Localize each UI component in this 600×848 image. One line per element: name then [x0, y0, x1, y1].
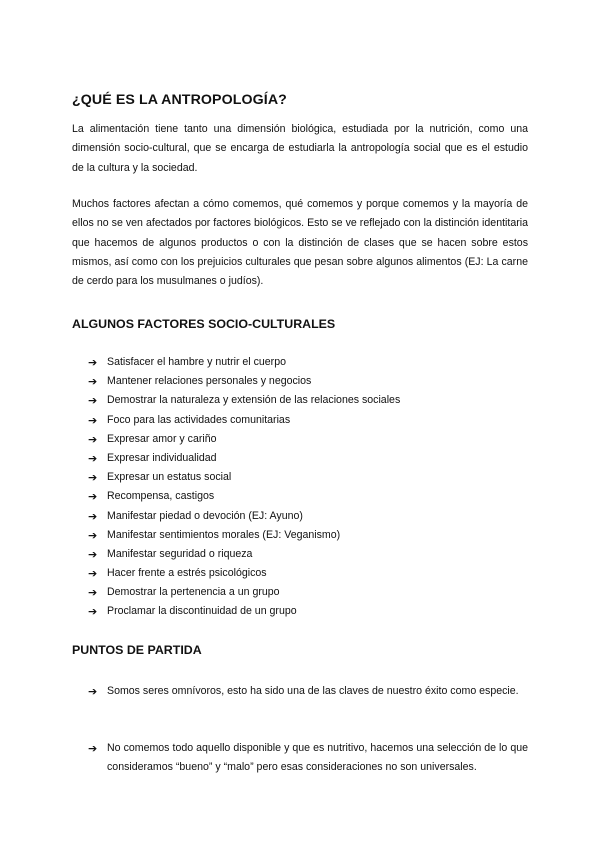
list-item: ➔ Demostrar la naturaleza y extensión de las relaciones sociales: [88, 391, 400, 410]
list-item: ➔ Somos seres omnívoros, esto ha sido una de las claves de nuestro éxito como especie.: [88, 682, 528, 701]
arrow-right-icon: ➔: [88, 413, 98, 427]
arrow-right-icon: ➔: [88, 586, 98, 600]
page-title: ¿QUÉ ES LA ANTROPOLOGÍA?: [72, 92, 287, 108]
arrow-right-icon: ➔: [88, 685, 98, 698]
arrow-right-icon: ➔: [88, 471, 98, 485]
arrow-right-icon: ➔: [88, 547, 98, 561]
arrow-right-icon: ➔: [88, 451, 98, 465]
arrow-right-icon: ➔: [88, 605, 98, 619]
list-item: ➔ Mantener relaciones personales y negocios: [88, 372, 400, 391]
arrow-right-icon: ➔: [88, 394, 98, 408]
list-item: ➔ Manifestar sentimientos morales (EJ: Veganismo): [88, 526, 400, 545]
arrow-right-icon: ➔: [88, 528, 98, 542]
arrow-right-icon: ➔: [88, 742, 98, 755]
list-item: ➔ Satisfacer el hambre y nutrir el cuerpo: [88, 353, 400, 372]
arrow-right-icon: ➔: [88, 490, 98, 504]
starting-points-heading: PUNTOS DE PARTIDA: [72, 643, 202, 657]
list-item: ➔ Foco para las actividades comunitarias: [88, 411, 400, 430]
list-item: ➔ Expresar individualidad: [88, 449, 400, 468]
arrow-right-icon: ➔: [88, 432, 98, 446]
list-item: ➔ No comemos todo aquello disponible y que es nutritivo, hacemos una selección de lo que consideramos “bueno” y “malo” pero esas consideraciones no son universales.: [88, 739, 528, 778]
list-item: ➔ Demostrar la pertenencia a un grupo: [88, 583, 400, 602]
arrow-right-icon: ➔: [88, 375, 98, 389]
factors-list: [88, 353, 400, 622]
list-item: ➔ Expresar un estatus social: [88, 468, 400, 487]
intro-paragraph-2: Muchos factores afectan a cómo comemos, qué comemos y porque comemos y la mayoría de ellos no se ven afectados por factores biológicos. Esto se ve reflejado con la distinción identitaria que hacemos de algunos productos o con la distinción de clases que se hacen sobre estos mismos, así como con los prejuicios culturales que pesan sobre algunos alimentos (EJ: La carne de cerdo para los musulmanes o judíos).: [72, 198, 528, 288]
factors-heading: ALGUNOS FACTORES SOCIO-CULTURALES: [72, 317, 336, 331]
intro-paragraph-1: La alimentación tiene tanto una dimensión biológica, estudiada por la nutrición, como una dimensión socio-cultural, que se encarga de estudiarla la antropología social que es el estudio de la cultura y la sociedad.: [72, 123, 528, 174]
list-item: ➔ Proclamar la discontinuidad de un grupo: [88, 602, 400, 621]
list-item: ➔ Recompensa, castigos: [88, 487, 400, 506]
arrow-right-icon: ➔: [88, 509, 98, 523]
list-item: ➔ Manifestar piedad o devoción (EJ: Ayuno): [88, 507, 400, 526]
arrow-right-icon: ➔: [88, 567, 98, 581]
list-item: ➔ Manifestar seguridad o riqueza: [88, 545, 400, 564]
list-item: ➔ Expresar amor y cariño: [88, 430, 400, 449]
arrow-right-icon: ➔: [88, 356, 98, 369]
list-item: ➔ Hacer frente a estrés psicológicos: [88, 564, 400, 583]
